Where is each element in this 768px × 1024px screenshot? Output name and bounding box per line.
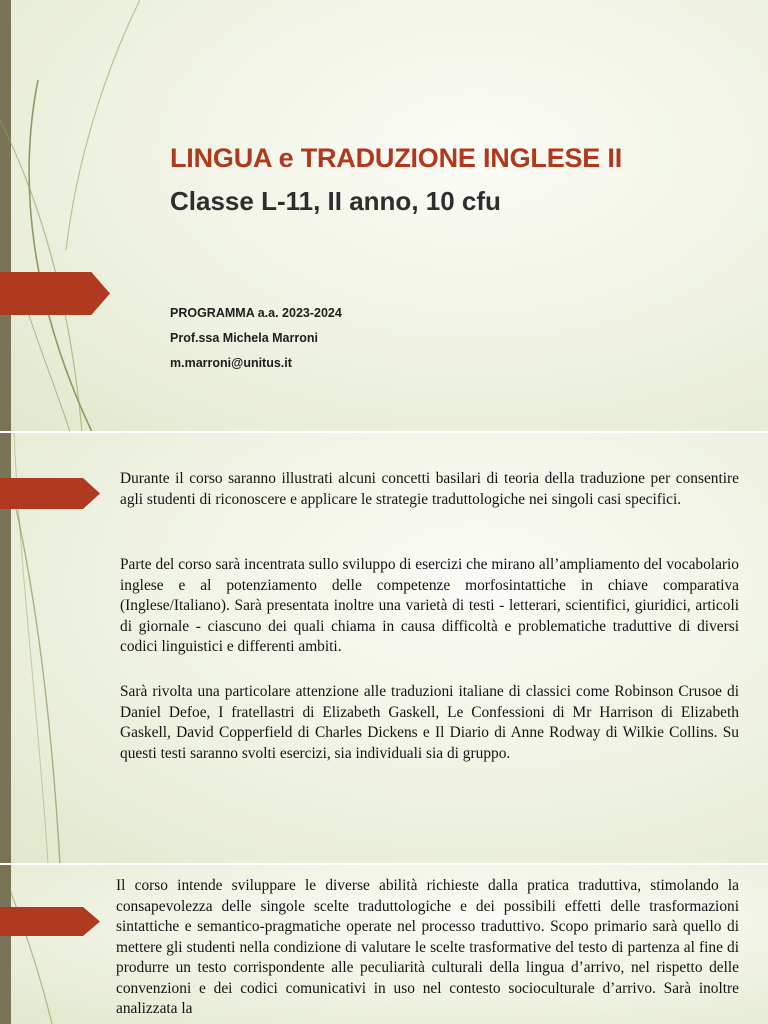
course-subtitle: Classe L-11, II anno, 10 cfu [170,186,501,216]
red-arrow-marker [0,478,100,509]
professor-email: m.marroni@unitus.it [170,356,292,370]
program-year: PROGRAMMA a.a. 2023-2024 [170,306,342,320]
slide-separator [0,863,768,865]
decorative-swoosh [0,0,140,432]
paragraph-classics: Sarà rivolta una particolare attenzione alle traduzioni italiane di classici come Robinson Crusoe di Daniel Defoe, I fratellastri di Elizabeth Gaskell, Le Confessioni di Mr Harrison di Elizabeth Gaskell, David Copperfield di Charles Dickens e Il Diario di Anne Rodway di Wilkie Collins. Su questi testi saranno svolti esercizi, sia individuali sia di gruppo. [120,683,739,762]
course-title: LINGUA e TRADUZIONE INGLESE II [170,143,623,173]
paragraph-objectives: Il corso intende sviluppare le diverse abilità richieste dalla pratica traduttiva, stimolando la consapevolezza delle singole scelte traduttologiche e dei possibili effetti delle trasformazioni sintattiche e semantico-pragmatiche operate nel processo traduttivo. Scopo primario sarà quello di mettere gli studenti nella condizione di valutare le scelte trasformative del testo di partenza al fine di produrre un testo corrispondente alle peculiarità culturali della lingua d’arrivo, nel rispetto delle convenzioni e dei codici comunicativi in uso nel contesto socioculturale d’arrivo. Sarà inoltre analizzata la [116,877,739,1017]
slide-separator [0,431,768,433]
red-arrow-marker [0,907,100,936]
professor-name: Prof.ssa Michela Marroni [170,331,318,345]
paragraph-intro: Durante il corso saranno illustrati alcuni concetti basilari di teoria della traduzione per consentire agli studenti di riconoscere e applicare le strategie traduttologiche nei singoli casi specifici. [120,470,739,508]
title-slide [0,0,768,432]
red-arrow-marker [0,272,110,315]
paragraph-exercises: Parte del corso sarà incentrata sullo sviluppo di esercizi che mirano all’ampliamento del vocabolario inglese e al potenziamento delle competenze morfosintattiche in chiave comparativa (Inglese/Italiano). Sarà presentata inoltre una varietà di testi - letterari, scientifici, giuridici, articoli di giornale - ciascuno dei quali chiama in causa difficoltà e problematiche traduttive di diversi codici linguistici e differenti ambiti. [120,556,739,655]
